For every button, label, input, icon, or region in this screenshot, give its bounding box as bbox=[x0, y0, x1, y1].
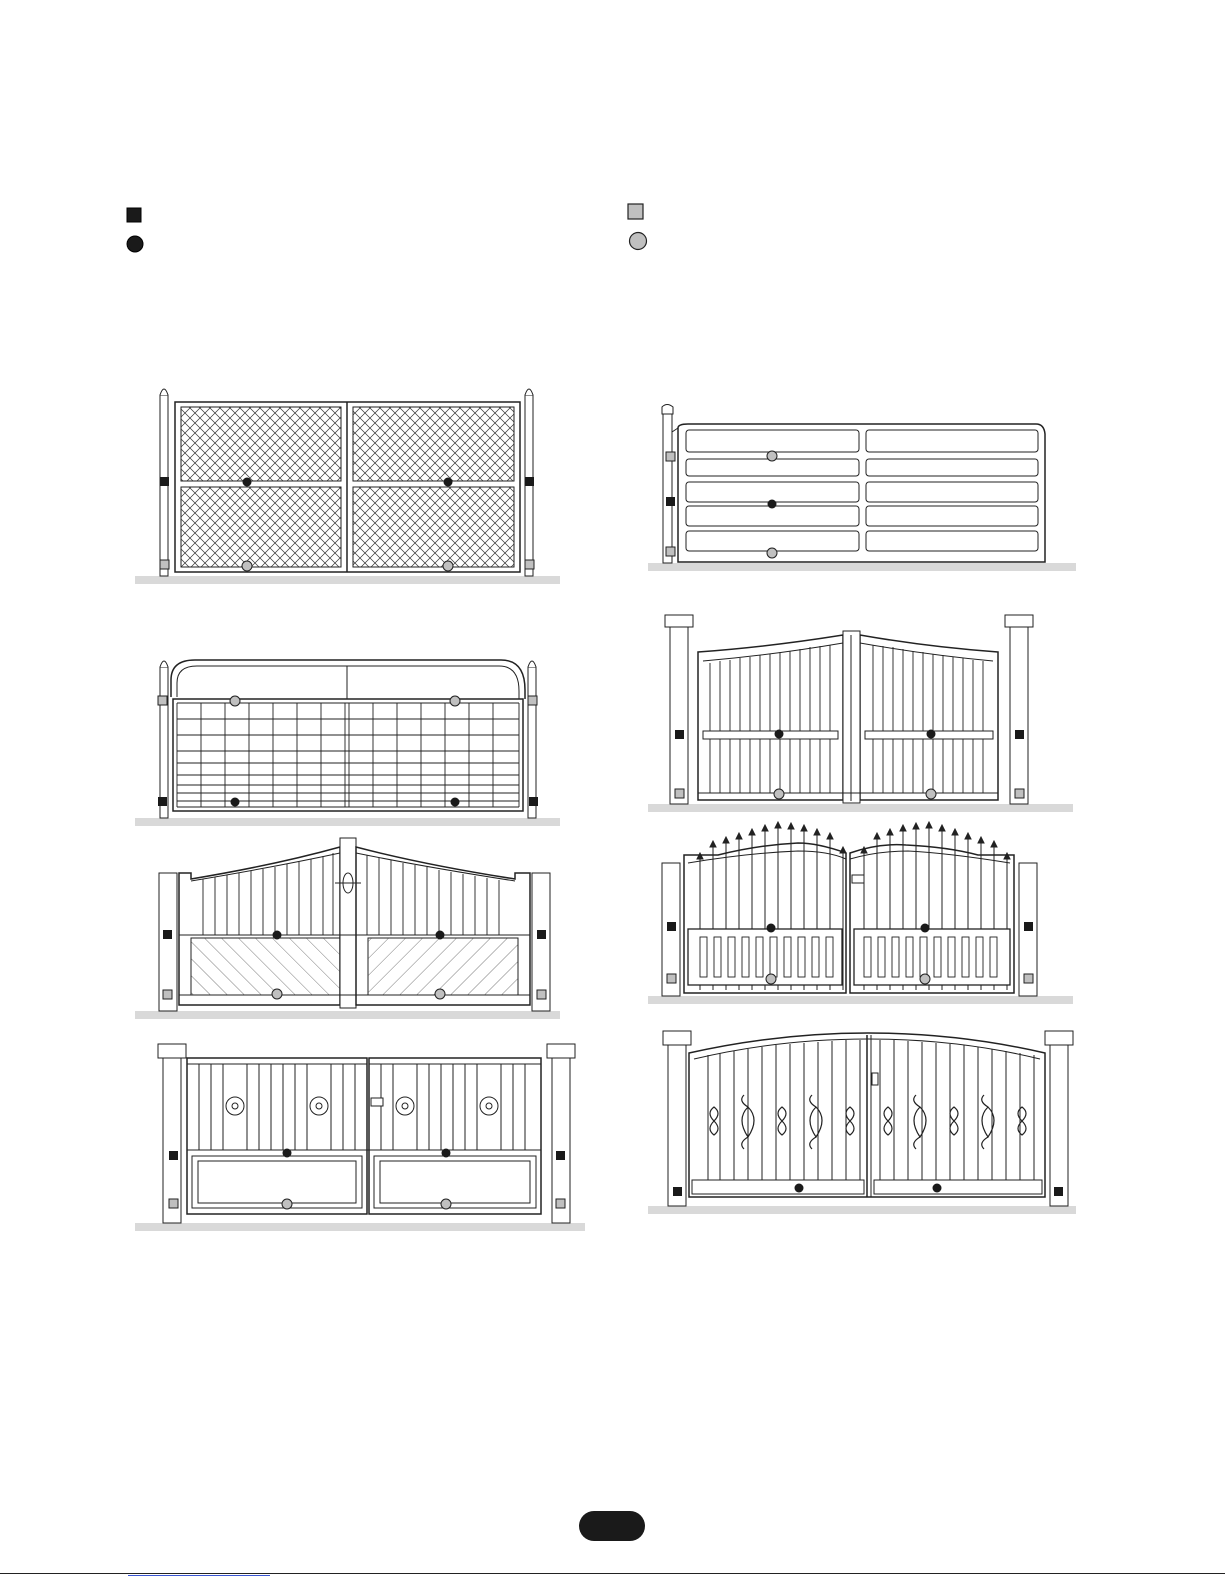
dark-square-marker bbox=[673, 1187, 682, 1196]
spear-top-wrought-iron-gate bbox=[648, 815, 1083, 1015]
dark-square-marker bbox=[1015, 730, 1024, 739]
grey-circle-marker bbox=[435, 989, 445, 999]
dark-square-marker bbox=[675, 730, 684, 739]
grey-circle-marker bbox=[767, 451, 777, 461]
page-number-badge bbox=[579, 1511, 645, 1541]
dark-square-marker bbox=[158, 797, 167, 806]
ground-strip bbox=[135, 576, 560, 584]
dark-square-marker bbox=[666, 497, 675, 506]
grey-square-marker bbox=[1015, 789, 1024, 798]
dark-square-marker bbox=[529, 797, 538, 806]
mesh-double-gate bbox=[135, 383, 565, 588]
left-pillar bbox=[670, 625, 688, 804]
grey-square-marker bbox=[675, 789, 684, 798]
grey-circle-marker bbox=[441, 1199, 451, 1209]
right-pillar bbox=[1050, 1043, 1068, 1206]
legend-grey-square-icon bbox=[627, 203, 645, 221]
left-pillar bbox=[163, 1056, 181, 1223]
grey-square-marker bbox=[1024, 974, 1033, 983]
ground-strip bbox=[135, 1011, 560, 1019]
dark-circle-marker bbox=[436, 931, 445, 940]
right-pillar bbox=[552, 1056, 570, 1223]
dark-circle-marker bbox=[767, 924, 776, 933]
dark-square-marker bbox=[163, 930, 172, 939]
ground-strip bbox=[648, 563, 1076, 571]
left-pillar bbox=[668, 1043, 686, 1206]
ground-strip bbox=[648, 1206, 1076, 1214]
grey-square-marker bbox=[528, 696, 537, 705]
dark-square-marker bbox=[556, 1151, 565, 1160]
grey-circle-marker bbox=[774, 789, 784, 799]
dark-square-marker bbox=[1024, 922, 1033, 931]
grey-circle-marker bbox=[443, 561, 453, 571]
ground-strip bbox=[648, 804, 1073, 812]
grey-square-marker bbox=[525, 560, 534, 569]
footer-divider bbox=[0, 1573, 1225, 1574]
grey-square-marker bbox=[666, 547, 675, 556]
grey-circle-marker bbox=[282, 1199, 292, 1209]
grey-square-marker bbox=[556, 1199, 565, 1208]
footer-link-underline[interactable] bbox=[128, 1575, 270, 1576]
dark-circle-marker bbox=[283, 1149, 292, 1158]
dark-square-marker bbox=[667, 922, 676, 931]
ground-strip bbox=[648, 996, 1073, 1004]
ground-strip bbox=[135, 1223, 585, 1231]
dark-square-marker bbox=[169, 1151, 178, 1160]
dark-square-marker bbox=[1054, 1187, 1063, 1196]
grey-circle-marker bbox=[766, 974, 776, 984]
grey-square-marker bbox=[158, 696, 167, 705]
dark-circle-marker bbox=[933, 1184, 942, 1193]
left-post bbox=[160, 667, 168, 818]
arched-vertical-slat-gate-top bbox=[648, 605, 1083, 825]
grey-square-marker bbox=[160, 560, 169, 569]
grey-circle-marker bbox=[242, 561, 252, 571]
legend-dark-circle-icon bbox=[126, 235, 144, 253]
gate-post bbox=[663, 414, 672, 563]
dark-circle-marker bbox=[442, 1149, 451, 1158]
legend-dark-square-icon bbox=[126, 207, 142, 223]
right-pillar bbox=[1010, 625, 1028, 804]
scroll-ornament-arched-gate bbox=[648, 1025, 1083, 1225]
dark-circle-marker bbox=[921, 924, 930, 933]
rosette-ornament-gate bbox=[135, 1040, 590, 1240]
legend-grey-circle-icon bbox=[628, 231, 648, 251]
grey-circle-marker bbox=[920, 974, 930, 984]
dark-square-marker bbox=[525, 477, 534, 486]
grey-circle-marker bbox=[272, 989, 282, 999]
dark-circle-marker bbox=[768, 500, 777, 509]
dark-circle-marker bbox=[444, 478, 453, 487]
ground-strip bbox=[135, 818, 560, 826]
grey-square-marker bbox=[667, 974, 676, 983]
dark-circle-marker bbox=[775, 730, 784, 739]
grey-square-marker bbox=[666, 452, 675, 461]
grey-circle-marker bbox=[230, 696, 240, 706]
dark-square-marker bbox=[160, 477, 169, 486]
dark-circle-marker bbox=[231, 798, 240, 807]
grey-circle-marker bbox=[926, 789, 936, 799]
dark-square-marker bbox=[537, 930, 546, 939]
dark-circle-marker bbox=[795, 1184, 804, 1193]
grey-square-marker bbox=[537, 990, 546, 999]
dark-circle-marker bbox=[927, 730, 936, 739]
square-grid-sliding-gate bbox=[135, 655, 565, 835]
grey-square-marker bbox=[163, 990, 172, 999]
grey-circle-marker bbox=[450, 696, 460, 706]
dark-circle-marker bbox=[273, 931, 282, 940]
grey-square-marker bbox=[169, 1199, 178, 1208]
dark-circle-marker bbox=[451, 798, 460, 807]
grey-circle-marker bbox=[767, 548, 777, 558]
horizontal-bar-single-gate bbox=[648, 402, 1083, 577]
dark-circle-marker bbox=[243, 478, 252, 487]
right-post bbox=[528, 667, 536, 818]
arched-slat-diagonal-panel-gate bbox=[135, 835, 565, 1025]
